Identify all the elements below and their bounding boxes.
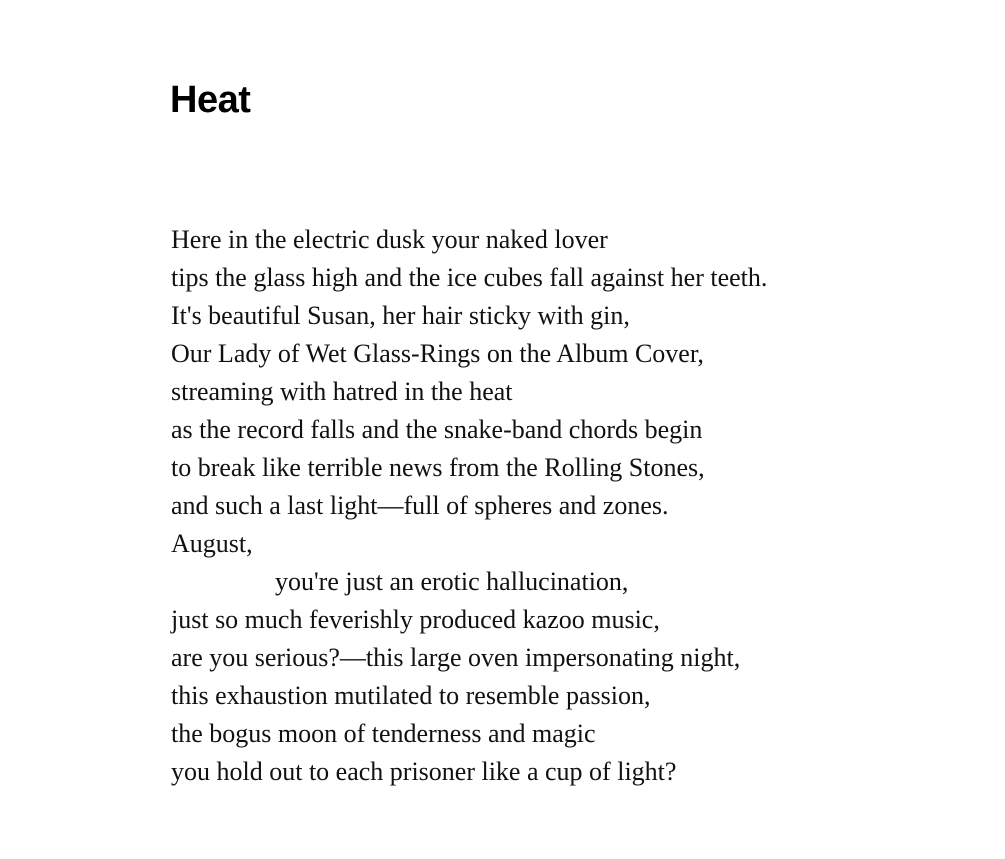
poem-line: the bogus moon of tenderness and magic	[171, 719, 596, 748]
poem-line: August,	[171, 529, 253, 558]
poem-line: you hold out to each prisoner like a cup of light?	[171, 757, 677, 786]
poem-line: to break like terrible news from the Rolling Stones,	[171, 453, 705, 482]
poem-line: are you serious?—this large oven impersonating night,	[171, 643, 741, 672]
poem-body	[171, 221, 767, 791]
poem-line: you're just an erotic hallucination,	[275, 567, 629, 596]
poem-line: It's beautiful Susan, her hair sticky with gin,	[171, 301, 630, 330]
poem-line: tips the glass high and the ice cubes fall against her teeth.	[171, 263, 768, 292]
poem-line: just so much feverishly produced kazoo music,	[171, 605, 660, 634]
poem-line: streaming with hatred in the heat	[171, 377, 513, 406]
poem-title: Heat	[170, 79, 251, 121]
poem-line: Here in the electric dusk your naked lover	[171, 225, 608, 254]
poem-line: this exhaustion mutilated to resemble passion,	[171, 681, 651, 710]
poem-line: Our Lady of Wet Glass-Rings on the Album Cover,	[171, 339, 704, 368]
poem-line: as the record falls and the snake-band chords begin	[171, 415, 703, 444]
poem-line: and such a last light—full of spheres and zones.	[171, 491, 669, 520]
